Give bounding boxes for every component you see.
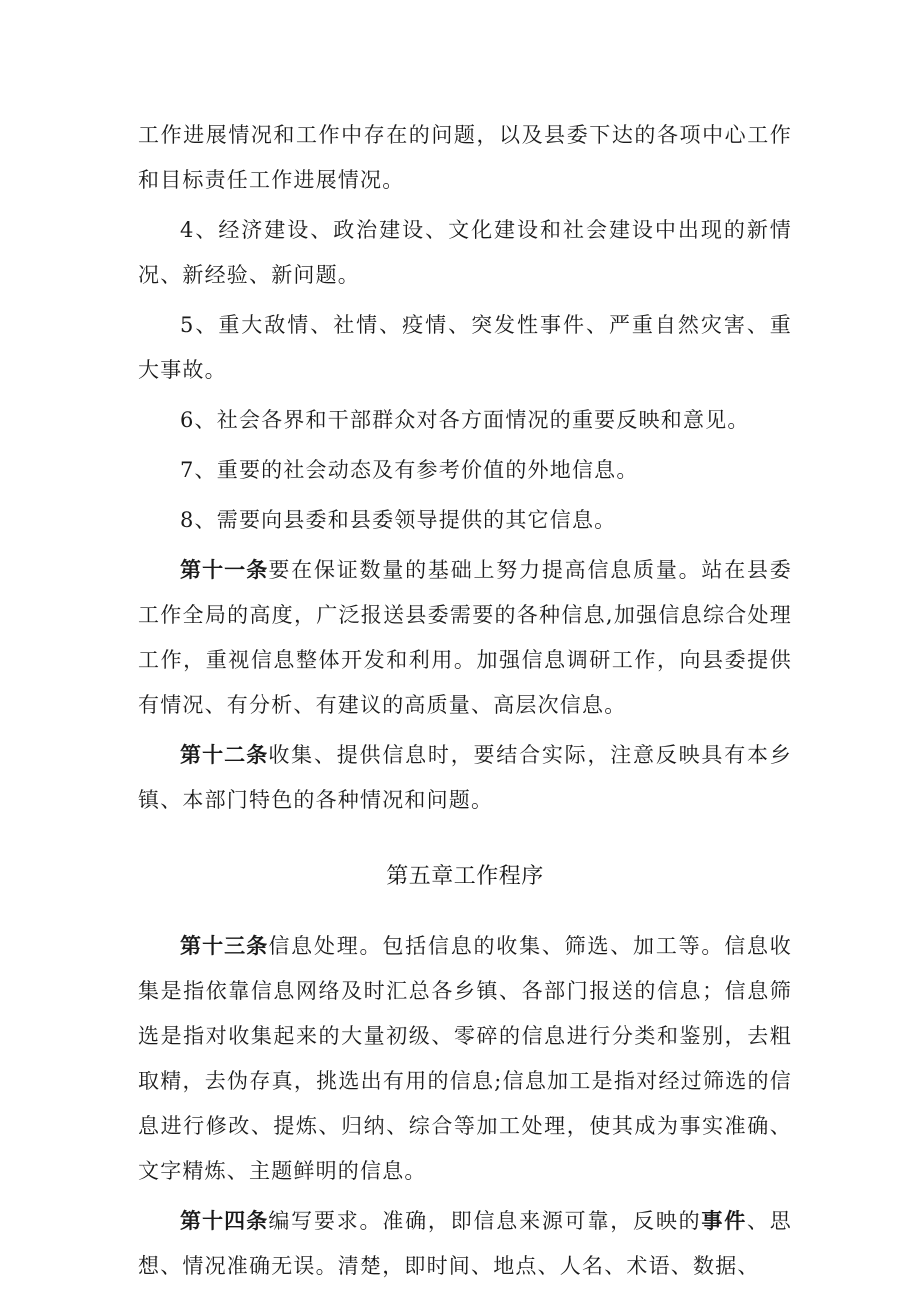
article-14-emphasis: 事件: [701, 1209, 748, 1233]
article-11-text: 要在保证数量的基础上努力提高信息质量。站在县委工作全局的高度，广泛报送县委需要的各种信息,加强信息综合处理工作，重视信息整体开发和利用。加强信息调研工作，向县委提供有情况、有分析、有建议的高质量、高层次信息。: [138, 558, 792, 717]
article-12-text: 收集、提供信息时，要结合实际，注意反映具有本乡镇、本部门特色的各种情况和问题。: [138, 743, 792, 812]
article-13-label: 第十三条: [180, 934, 269, 958]
article-14: [138, 1199, 792, 1289]
list-item-5: 5、重大敌情、社情、疫情、突发性事件、严重自然灾害、重大事故。: [138, 313, 792, 382]
article-13-text: 信息处理。包括信息的收集、筛选、加工等。信息收集是指依靠信息网络及时汇总各乡镇、各部门报送的信息；信息筛选是指对收集起来的大量初级、零碎的信息进行分类和鉴别，去粗取精，去伪存真，挑选出有用的信息;信息加工是指对经过筛选的信息进行修改、提炼、归纳、综合等加工处理，使其成为事实准确、文字精炼、主题鲜明的信息。: [138, 934, 792, 1183]
list-item-8: 8、需要向县委和县委领导提供的其它信息。: [180, 508, 617, 532]
article-14-text-after: 、思想、情况准确无误。清楚，即时间、地点、人名、术语、数据、: [138, 1209, 793, 1278]
intro-paragraph: 工作进展情况和工作中存在的问题，以及县委下达的各项中心工作和目标责任工作进展情况。: [138, 123, 792, 192]
list-item-4: 4、经济建设、政治建设、文化建设和社会建设中出现的新情况、新经验、新问题。: [138, 218, 792, 287]
list-item-6: 6、社会各界和干部群众对各方面情况的重要反映和意见。: [180, 408, 750, 432]
document-body: [138, 113, 792, 1289]
article-14-text-before: 编写要求。准确，即信息来源可靠，反映的: [268, 1209, 702, 1233]
article-14-label: 第十四条: [180, 1209, 269, 1233]
article-12: [138, 733, 792, 823]
article-11-label: 第十一条: [180, 558, 269, 582]
article-13: [138, 924, 792, 1194]
article-12-label: 第十二条: [180, 743, 269, 767]
list-item-7: 7、重要的社会动态及有参考价值的外地信息。: [180, 458, 639, 482]
chapter-title: 第五章工作程序: [386, 864, 544, 889]
article-11: [138, 548, 792, 728]
